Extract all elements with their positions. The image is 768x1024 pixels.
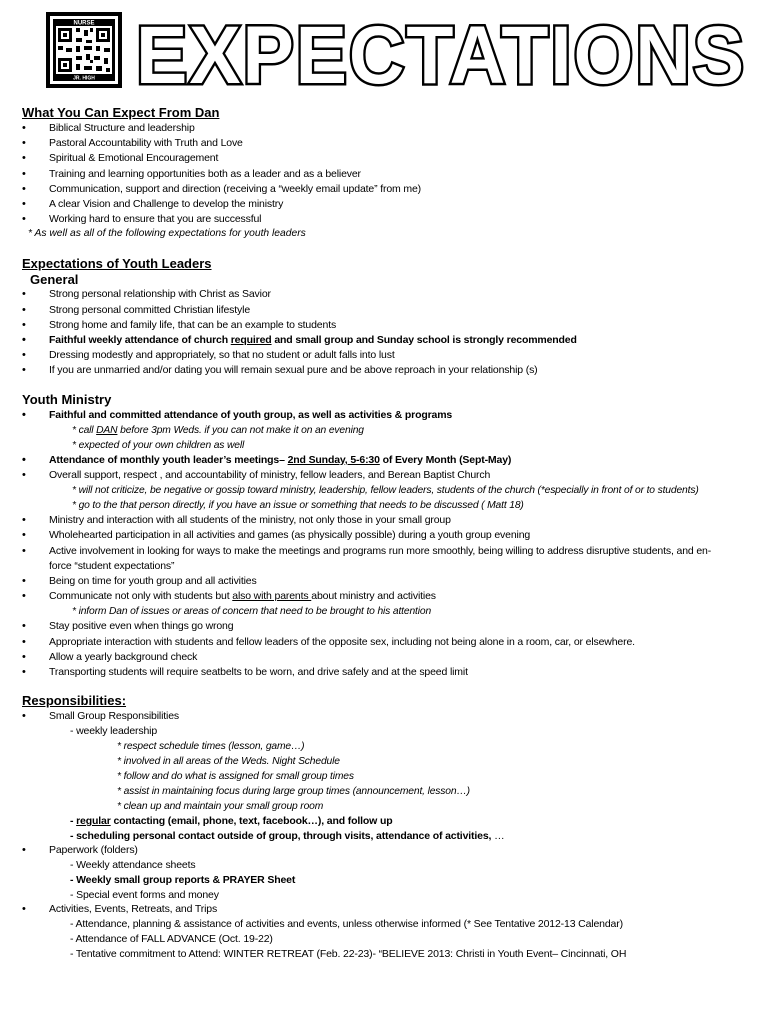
sub-item [22,829,752,844]
note-line: * follow and do what is assigned for small group times [117,771,354,783]
sub-item: - Attendance, planning & assistance of activities and events, unless otherwise informed (* See Tentative 2012-13 Calendar) [70,918,623,931]
note-line: * involved in all areas of the Weds. Night Schedule [117,756,340,768]
note-line: * assist in maintaining focus during large group times (announcement, lesson…) [117,786,470,798]
list-item-activities: • Activities, Events, Retreats, and Trips [22,902,752,917]
note-line: * expected of your own children as well [72,439,245,451]
svg-text:EXPECTATIONS: EXPECTATIONS [136,12,746,94]
svg-text:NURSE: NURSE [73,20,95,27]
text-fragment: Faithful weekly attendance of church [49,334,231,347]
note-line: * will not criticize, be negative or gossip toward ministry, leadership, fellow leaders, students of the church (*especially in front of or to students) [72,485,699,497]
list-item [22,589,752,604]
document-body [22,104,752,961]
sub-item [22,814,752,829]
sub-item: - Weekly attendance sheets [70,859,196,872]
list-item: • Stay positive even when things go wrong [22,619,752,634]
list-item: • Allow a yearly background check [22,650,752,665]
general-list [22,287,752,378]
list-item: • Strong personal committed Christian lifestyle [22,303,752,318]
text-fragment: Attendance of monthly youth leader’s meetings– [49,453,288,466]
svg-text:JR. HIGH: JR. HIGH [73,75,95,82]
text-fragment: 2nd Sunday, 5-6:30 [287,453,380,466]
list-item: • Faithful and committed attendance of youth group, as well as activities & programs [22,408,752,423]
sub-item: - Tentative commitment to Attend: WINTER RETREAT (Feb. 22-23)- “BELIEVE 2013: Christi in Youth Event– Cincinnati, OH [70,947,627,960]
list-item: • Communication, support and direction (receiving a “weekly email update” from me) [22,182,752,197]
list-item: • Wholehearted participation in all activities and games (as physically possible) during a youth group evening [22,528,752,543]
text-fragment: Communicate not only with students but [49,590,233,603]
note-line [22,423,752,438]
responsibilities-list [22,709,752,961]
expect-from-dan-list [22,121,752,227]
note-line: * go to the that person directly, if you have an issue or something that needs to be discussed ( Matt 18) [72,500,524,512]
list-item [22,544,752,574]
list-item: • Biblical Structure and leadership [22,121,752,136]
list-item: • Overall support, respect , and accountability of ministry, fellow leaders, and Berean Baptist Church [22,468,752,483]
subheading-general: General [30,272,79,288]
note-line: * respect schedule times (lesson, game…) [117,741,305,753]
list-item: • If you are unmarried and/or dating you will remain sexual pure and be above reproach in your relationship (s) [22,363,752,378]
sub-item: - Weekly small group reports & PRAYER Sheet [70,874,296,887]
text-fragment: regular [76,815,111,828]
text-fragment: - scheduling personal contact outside of group, through visits, attendance of activities, [70,829,492,842]
section-heading-youth-leaders: Expectations of Youth Leaders [22,256,212,272]
list-item-church-attendance [22,333,752,348]
list-item: • Strong personal relationship with Christ as Savior [22,287,752,302]
text-fragment: and small group and Sunday school is strongly recommended [271,334,577,347]
list-item: • Being on time for youth group and all activities [22,574,752,589]
list-item-small-group: • Small Group Responsibilities [22,709,752,724]
list-item: • Transporting students will require seatbelts to be worn, and drive safely and at the speed limit [22,665,752,680]
sub-item: - weekly leadership [70,725,158,738]
text-fragment: DAN [96,424,118,436]
header [46,12,754,94]
list-item: • Spiritual & Emotional Encouragement [22,151,752,166]
note-line: * clean up and maintain your small group room [117,801,324,813]
section-heading-youth-ministry: Youth Ministry [22,391,112,407]
text-fragment: … [491,829,505,842]
text-fragment: about ministry and activities [311,590,436,603]
list-item: • Dressing modestly and appropriately, so that no student or adult falls into lust [22,348,752,363]
page-title [132,12,752,94]
text-fragment: - [70,815,77,828]
list-item-paperwork: • Paperwork (folders) [22,843,752,858]
list-item: • Strong home and family life, that can be an example to students [22,318,752,333]
sub-item: - Attendance of FALL ADVANCE (Oct. 19-22) [70,933,273,946]
list-item: • Appropriate interaction with students and fellow leaders of the opposite sex, including not being alone in a room, car, or elsewhere. [22,635,752,650]
text-fragment: Active involvement in looking for ways to make the meetings and programs run more smoothly, being willing to address disruptive students, and en- [49,544,712,557]
text-fragment: contacting (email, phone, text, facebook…), and follow up [110,815,393,828]
qr-code-logo [46,12,122,88]
list-item: • Working hard to ensure that you are successful [22,212,752,227]
text-fragment: required [230,334,272,347]
section-heading-responsibilities: Responsibilities: [22,693,127,709]
text-fragment: of Every Month (Sept-May) [379,453,512,466]
expectations-note: * As well as all of the following expectations for youth leaders [28,228,306,240]
text-fragment: * call [72,424,97,436]
text-fragment: force “student expectations” [49,559,175,572]
youth-ministry-list [22,408,752,681]
list-item: • Ministry and interaction with all students of the ministry, not only those in your small group [22,513,752,528]
section-heading-expect-from-dan: What You Can Expect From Dan [22,105,220,120]
list-item-monthly-meetings [22,453,752,468]
list-item: • A clear Vision and Challenge to develop the ministry [22,197,752,212]
list-item: • Pastoral Accountability with Truth and Love [22,136,752,151]
list-item: • Training and learning opportunities both as a leader and as a believer [22,167,752,182]
sub-item: - Special event forms and money [70,888,219,901]
text-fragment: before 3pm Weds. if you can not make it on an evening [117,424,364,436]
text-fragment: also with parents [232,590,312,603]
note-line: * inform Dan of issues or areas of concern that need to be brought to his attention [72,606,432,618]
